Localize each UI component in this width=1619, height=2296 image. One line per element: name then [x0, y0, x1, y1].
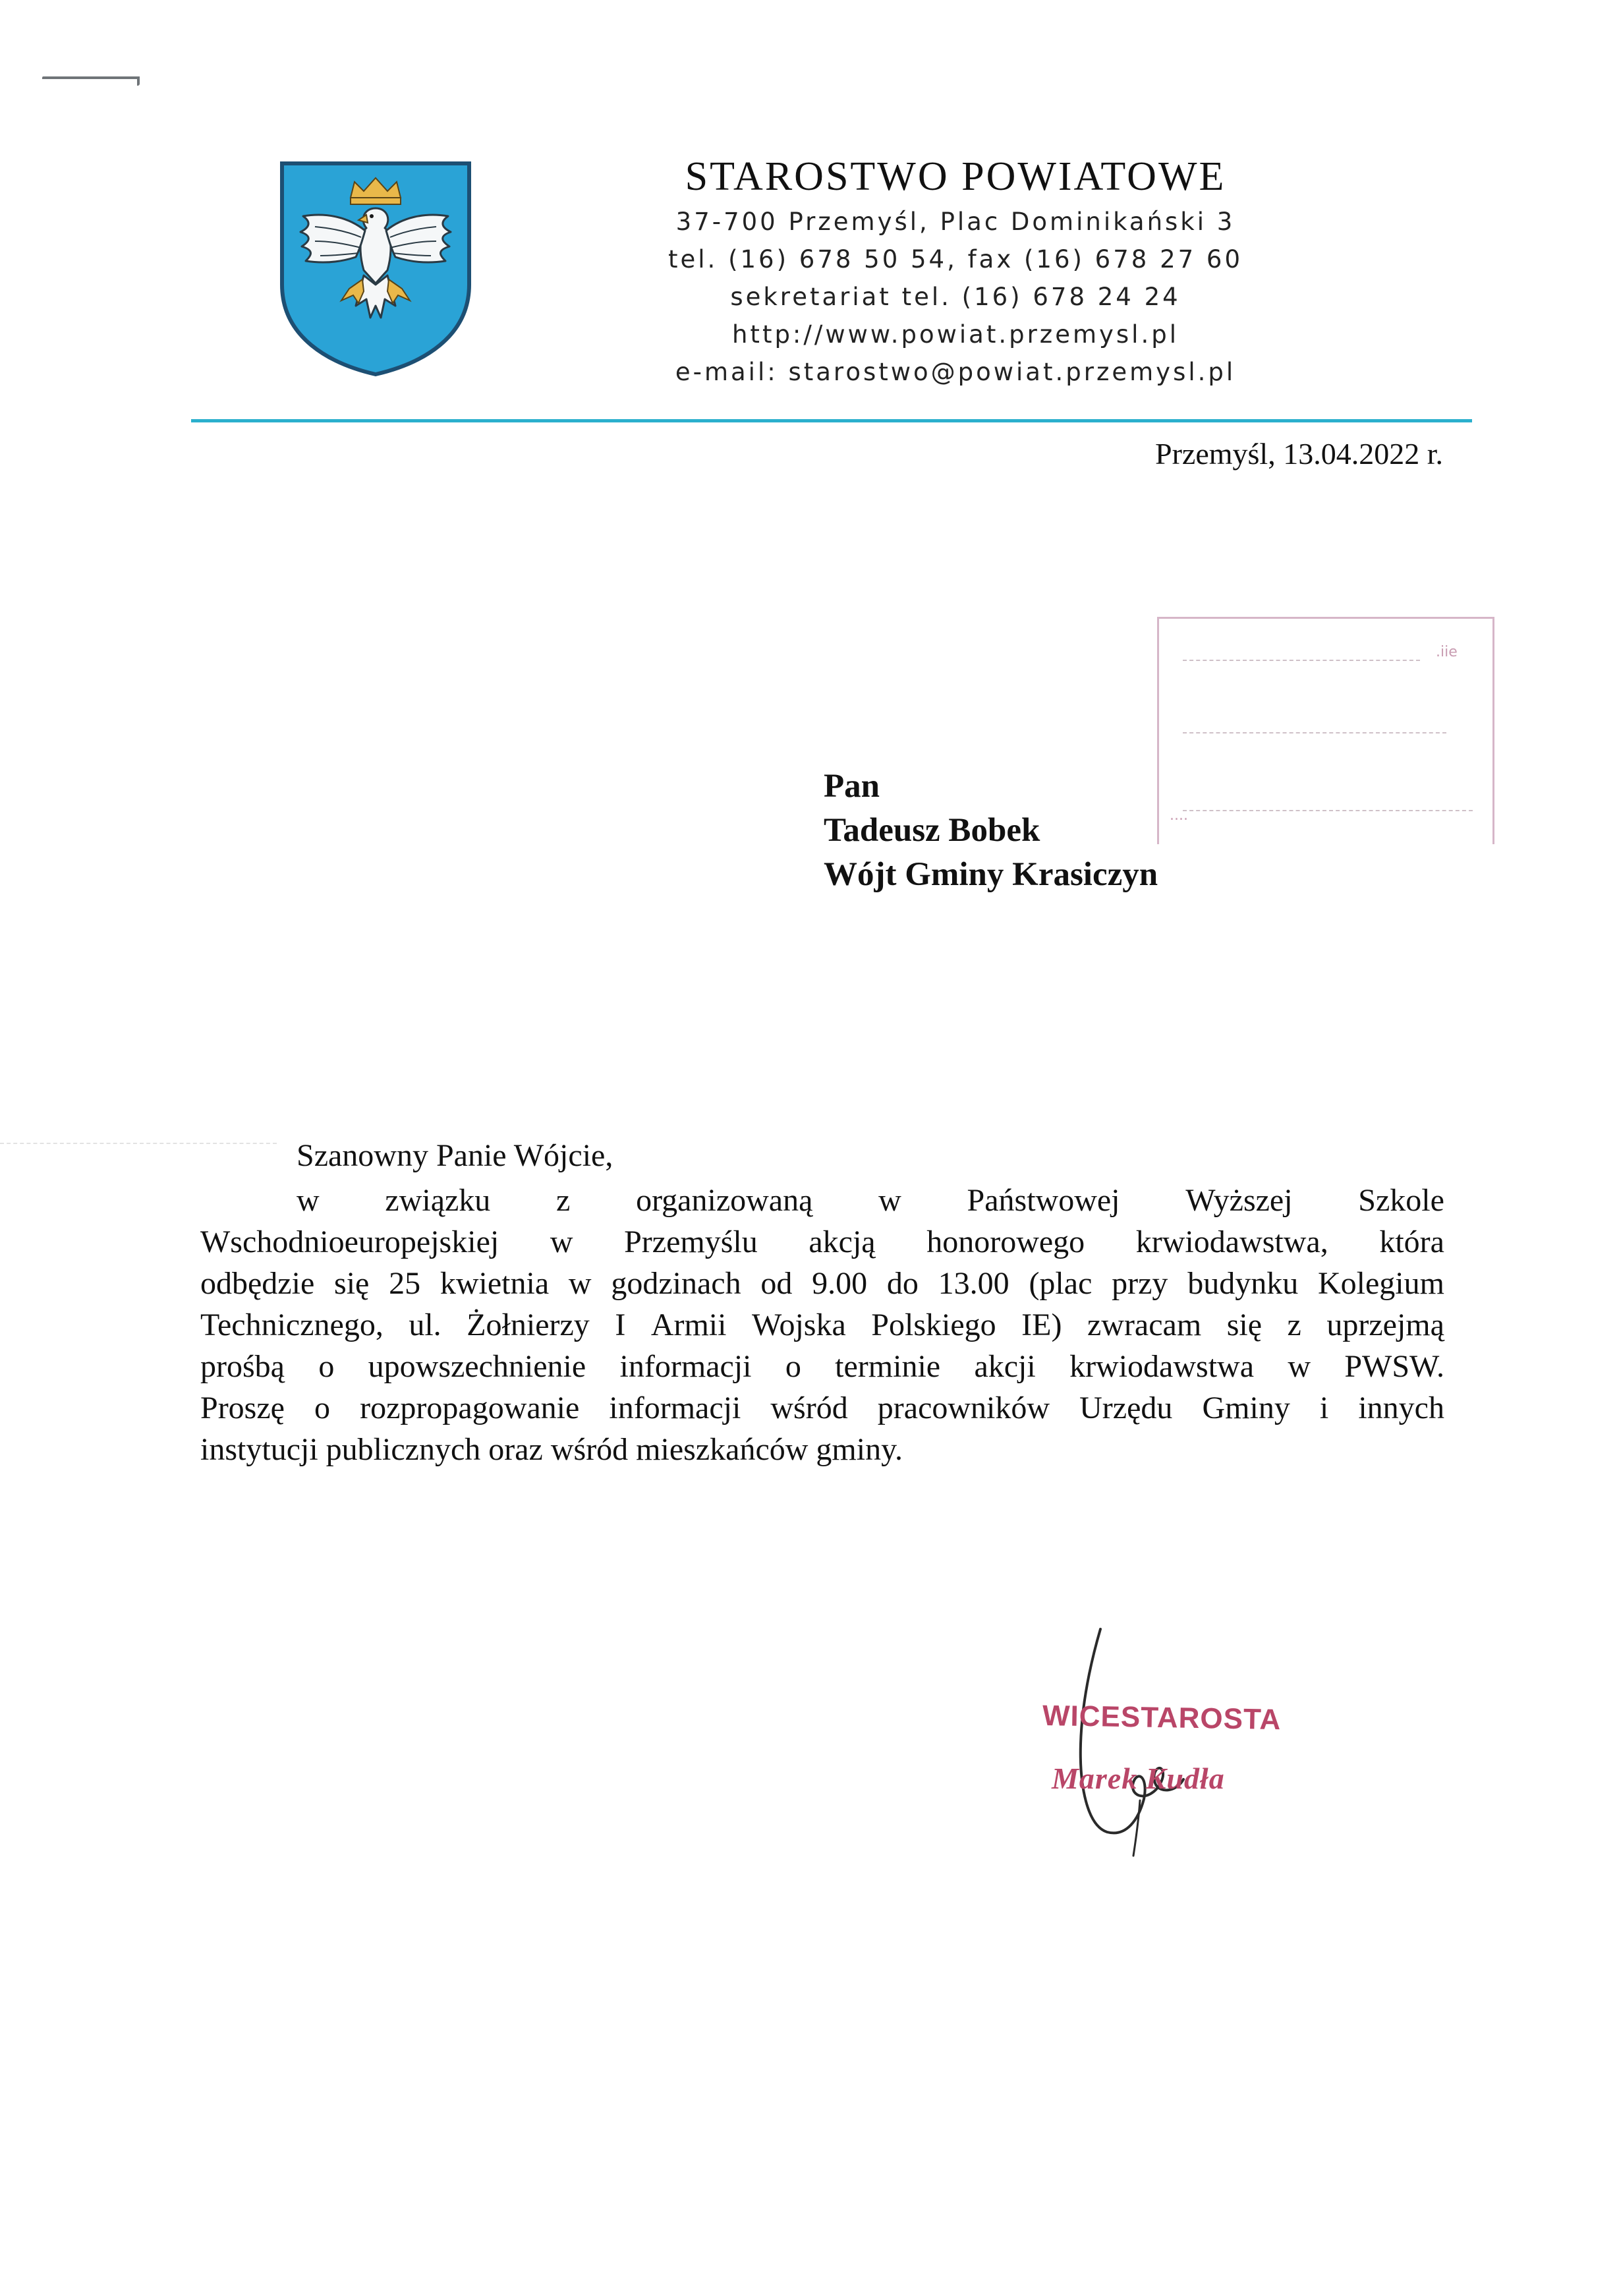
letter-word: Wojska [751, 1307, 846, 1342]
letter-word: uprzejmą [1326, 1307, 1444, 1342]
letter-word: Proszę [200, 1391, 285, 1425]
letter-word: IE) [1021, 1307, 1062, 1342]
letter-word: w [568, 1266, 592, 1301]
recipient-salutation: Pan [824, 768, 880, 805]
letter-word: o [318, 1349, 335, 1384]
letter-word: pracowników [877, 1391, 1050, 1425]
letter-line [200, 1346, 1444, 1387]
letter-line [200, 1221, 1444, 1263]
letter-word: akcji [974, 1349, 1036, 1384]
office-name: STAROSTWO POWIATOWE [685, 154, 1226, 199]
letter-word: informacji [619, 1349, 752, 1384]
staple-mark [42, 76, 138, 84]
letter-word: Szkole [1358, 1183, 1444, 1218]
letter-word: w [878, 1183, 901, 1218]
letter-date: Przemyśl, 13.04.2022 r. [1155, 437, 1443, 471]
recipient-position: Wójt Gminy Krasiczyn [824, 856, 1158, 893]
scan-artifact-line [0, 1143, 277, 1144]
letter-line [200, 1180, 1444, 1221]
office-email: e-mail: starostwo@powiat.przemysl.pl [675, 358, 1236, 386]
letter-word: kwietnia [440, 1266, 550, 1301]
letter-word: krwiodawstwa [1069, 1349, 1254, 1384]
letter-word: o [314, 1391, 331, 1425]
letter-word: odbędzie [200, 1266, 315, 1301]
recipient-name: Tadeusz Bobek [824, 812, 1040, 849]
letter-word: od [760, 1266, 793, 1301]
letter-word: (plac [1029, 1266, 1093, 1301]
office-website: http://www.powiat.przemysl.pl [731, 320, 1179, 349]
letter-word: Przemyślu [624, 1224, 758, 1259]
letter-line [200, 1429, 1444, 1470]
letter-word: organizowaną [636, 1183, 813, 1218]
letter-word: przy [1112, 1266, 1168, 1301]
letter-word: się [334, 1266, 370, 1301]
letter-word: zwracam [1087, 1307, 1202, 1342]
letter-word: prośbą [200, 1349, 285, 1384]
letter-body [200, 1180, 1444, 1470]
letter-word: I [615, 1307, 626, 1342]
letter-line [200, 1387, 1444, 1429]
header-rule [191, 419, 1472, 422]
letter-word: z [1287, 1307, 1301, 1342]
letter-word: Wyższej [1185, 1183, 1293, 1218]
letter-word: do [886, 1266, 919, 1301]
letter-word: PWSW. [1344, 1349, 1444, 1384]
letter-word: o [785, 1349, 801, 1384]
letter-word: i [1319, 1391, 1329, 1425]
letter-word: akcją [809, 1224, 876, 1259]
letter-word: w [1288, 1349, 1311, 1384]
letter-word: Gminy [1202, 1391, 1290, 1425]
letter-word: godzinach [611, 1266, 741, 1301]
letterhead [554, 150, 1357, 391]
office-address: 37-700 Przemyśl, Plac Dominikański 3 [675, 208, 1236, 236]
letter-word: ul. [409, 1307, 441, 1342]
letter-word: instytucji publicznych oraz wśród mieszkańców gminy. [200, 1432, 903, 1467]
letter-word: krwiodawstwa, [1135, 1224, 1328, 1259]
stamp-name: Marek Kudła [1052, 1762, 1225, 1795]
letter-word: rozpropagowanie [360, 1391, 580, 1425]
letter-word: Technicznego, [200, 1307, 383, 1342]
letter-word: informacji [609, 1391, 741, 1425]
letter-word: która [1379, 1224, 1444, 1259]
letter-word: wśród [770, 1391, 848, 1425]
letter-word: honorowego [926, 1224, 1085, 1259]
letter-line [200, 1263, 1444, 1304]
letter-word: się [1226, 1307, 1263, 1342]
letter-salutation: Szanowny Panie Wójcie, [297, 1138, 613, 1173]
letter-word: innych [1358, 1391, 1444, 1425]
letter-word: związku [385, 1183, 491, 1218]
registry-stamp: .iie .... [1157, 617, 1494, 844]
letter-word: Wschodnioeuropejskiej [200, 1224, 499, 1259]
letter-word: Państwowej [967, 1183, 1120, 1218]
letter-word: 13.00 [938, 1266, 1009, 1301]
office-phone-fax: tel. (16) 678 50 54, fax (16) 678 27 60 [668, 245, 1243, 273]
letter-line [200, 1304, 1444, 1346]
letter-word: upowszechnienie [368, 1349, 586, 1384]
letter-word: Urzędu [1079, 1391, 1173, 1425]
letter-word: Polskiego [871, 1307, 996, 1342]
letter-word: z [556, 1183, 571, 1218]
handwritten-signature [1028, 1621, 1305, 1858]
office-secretariat: sekretariat tel. (16) 678 24 24 [730, 283, 1181, 311]
letter-word: 9.00 [812, 1266, 868, 1301]
recipient-block [824, 764, 1158, 897]
letter-word: terminie [835, 1349, 941, 1384]
letter-word: w [297, 1183, 320, 1218]
letter-word: 25 [389, 1266, 421, 1301]
letter-word: Kolegium [1317, 1266, 1444, 1301]
stamp-title: WICESTAROSTA [1042, 1699, 1282, 1736]
coat-of-arms-eagle-icon [277, 159, 474, 377]
letter-word: Armii [650, 1307, 727, 1342]
letter-word: Żołnierzy [467, 1307, 590, 1342]
letter-word: w [550, 1224, 573, 1259]
letter-word: budynku [1187, 1266, 1299, 1301]
